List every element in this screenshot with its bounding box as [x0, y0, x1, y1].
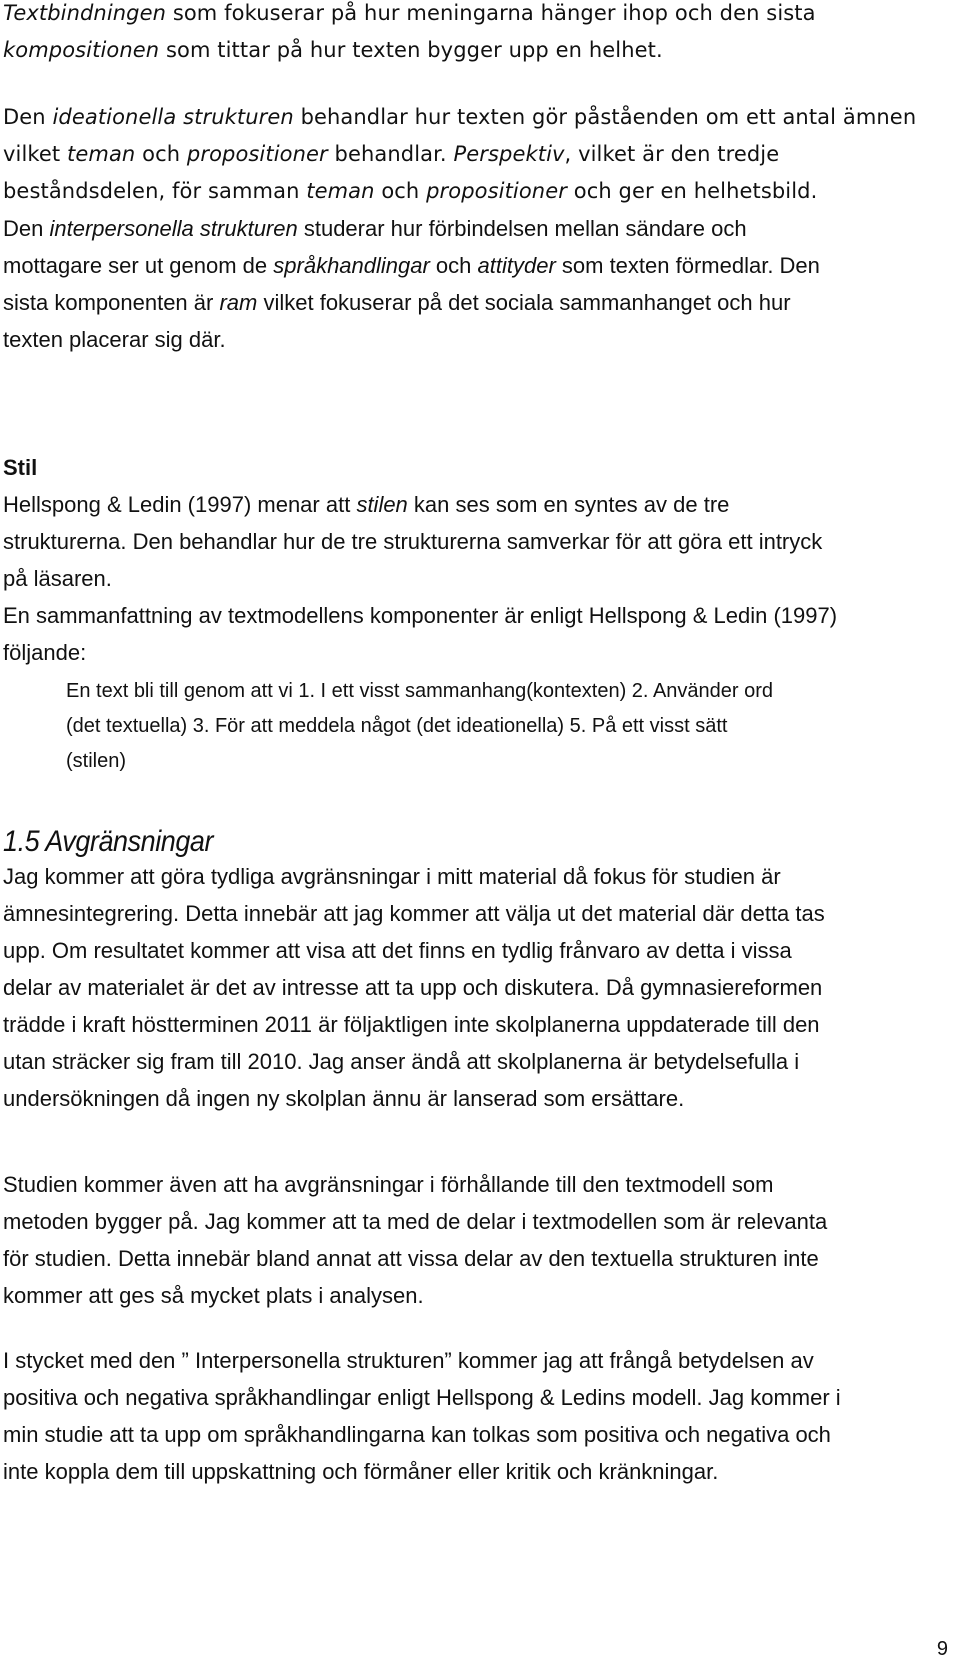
text-line: [3, 136, 943, 173]
text-run: som fokuserar på hur meningarna hänger ihop och den sista: [166, 1, 816, 25]
text-line: positiva och negativa språkhandlingar enligt Hellspong & Ledins modell. Jag kommer i: [3, 1385, 841, 1410]
page-number: 9: [936, 1638, 948, 1660]
italic-term: teman: [306, 179, 375, 203]
italic-term: ideationella strukturen: [52, 105, 294, 129]
section-heading: 1.5 Avgränsningar: [3, 825, 214, 858]
text-run: beståndsdelen, för samman: [3, 179, 307, 203]
italic-term: teman: [67, 142, 136, 166]
italic-term: propositioner: [426, 179, 567, 203]
text-line: [3, 284, 943, 321]
text-run: och: [374, 179, 427, 203]
text-run: Den: [3, 216, 50, 241]
italic-term: attityder: [477, 253, 556, 278]
text-line: för studien. Detta innebär bland annat att vissa delar av den textuella strukturen inte: [3, 1246, 819, 1271]
text-line: [3, 99, 943, 136]
paragraph-avgransningar-2: [3, 1166, 943, 1314]
text-line: trädde i kraft höstterminen 2011 är följaktligen inte skolplanerna uppdaterade till den: [3, 1012, 820, 1037]
text-line: inte koppla dem till uppskattning och förmåner eller kritik och kränkningar.: [3, 1459, 719, 1484]
text-run: Den: [3, 105, 53, 129]
text-line: Jag kommer att göra tydliga avgränsningar i mitt material då fokus för studien är: [3, 864, 781, 889]
text-line: ämnesintegrering. Detta innebär att jag kommer att välja ut det material där detta tas: [3, 901, 825, 926]
text-line: [3, 32, 943, 69]
text-line: upp. Om resultatet kommer att visa att det finns en tydlig frånvaro av detta i vissa: [3, 938, 792, 963]
text-line: metoden bygger på. Jag kommer att ta med de delar i textmodellen som är relevanta: [3, 1209, 828, 1234]
italic-term: Textbindningen: [3, 1, 167, 25]
text-run: och: [135, 142, 187, 166]
text-run: , vilket är den tredje: [564, 142, 780, 166]
text-line: (stilen): [66, 750, 127, 772]
text-run: studerar hur förbindelsen mellan sändare och: [297, 216, 747, 241]
text-run: texten placerar sig där.: [3, 327, 226, 352]
text-line: följande:: [3, 640, 87, 665]
text-line: undersökningen då ingen ny skolplan ännu är lanserad som ersättare.: [3, 1086, 685, 1111]
text-line: Studien kommer även att ha avgränsningar i förhållande till den textmodell som: [3, 1172, 774, 1197]
text-line: min studie att ta upp om språkhandlingarna kan tolkas som positiva och negativa och: [3, 1422, 831, 1447]
text-line: [3, 0, 943, 32]
text-run: kan ses som en syntes av de tre: [407, 492, 730, 517]
italic-term: propositioner: [186, 142, 328, 166]
text-run: mottagare ser ut genom de: [3, 253, 274, 278]
text-line: strukturerna. Den behandlar hur de tre strukturerna samverkar för att göra ett intryck: [3, 529, 823, 554]
text-line: kommer att ges så mycket plats i analysen.: [3, 1283, 424, 1308]
text-run: och: [429, 253, 478, 278]
text-run: vilket fokuserar på det sociala sammanhanget och hur: [257, 290, 791, 315]
text-line: I stycket med den ” Interpersonella strukturen” kommer jag att frångå betydelsen av: [3, 1348, 814, 1373]
text-line: [3, 486, 943, 523]
text-line: delar av materialet är det av intresse att ta upp och diskutera. Då gymnasiereformen: [3, 975, 823, 1000]
text-line: [3, 321, 943, 358]
italic-term: kompositionen: [3, 38, 160, 62]
stil-heading: Stil: [3, 455, 38, 480]
text-line: (det textuella) 3. För att meddela något (det ideationella) 5. På ett visst sätt: [66, 715, 728, 737]
paragraph-strukturer: [3, 99, 943, 358]
text-run: och ger en helhetsbild.: [566, 179, 818, 203]
text-line: [3, 210, 943, 247]
text-line: på läsaren.: [3, 566, 112, 591]
text-run: vilket: [3, 142, 68, 166]
text-run: som texten förmedlar. Den: [555, 253, 820, 278]
text-line: En sammanfattning av textmodellens komponenter är enligt Hellspong & Ledin (1997): [3, 603, 838, 628]
paragraph-stil: [3, 486, 943, 671]
paragraph-textbindning: [3, 0, 943, 69]
text-line: En text bli till genom att vi 1. I ett visst sammanhang(kontexten) 2. Använder ord: [66, 680, 774, 702]
text-line: [3, 247, 943, 284]
italic-term: interpersonella strukturen: [49, 216, 298, 241]
text-line: [3, 173, 943, 210]
text-line: utan sträcker sig fram till 2010. Jag anser ändå att skolplanerna är betydelsefulla i: [3, 1049, 800, 1074]
italic-term: ram: [219, 290, 258, 315]
text-run: behandlar.: [327, 142, 454, 166]
text-run: Hellspong & Ledin (1997) menar att: [3, 492, 357, 517]
italic-term: stilen: [356, 492, 408, 517]
text-run: sista komponenten är: [3, 290, 220, 315]
italic-term: språkhandlingar: [273, 253, 430, 278]
italic-term: Perspektiv: [453, 142, 565, 166]
paragraph-avgransningar-1: [3, 858, 943, 1117]
text-run: som tittar på hur texten bygger upp en helhet.: [159, 38, 663, 62]
text-run: behandlar hur texten gör påståenden om ett antal ämnen: [293, 105, 917, 129]
paragraph-avgransningar-3: [3, 1342, 943, 1490]
indented-summary: [66, 674, 926, 779]
